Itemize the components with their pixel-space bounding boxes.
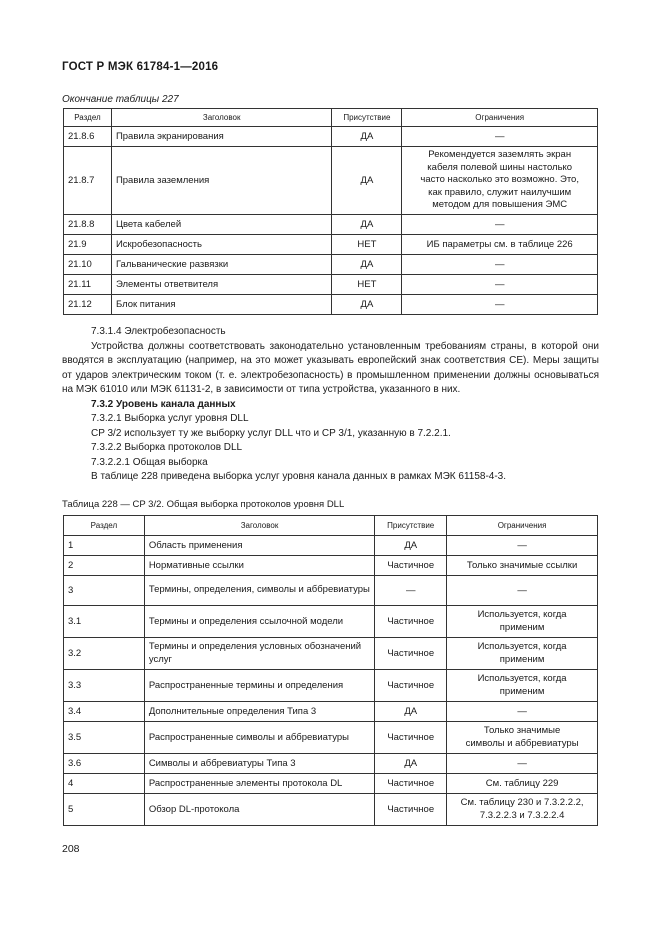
cell-section: 3.2 [64, 638, 145, 670]
cell-title: Правила экранирования [111, 127, 332, 147]
table-228 [63, 515, 598, 826]
cell-presence: Частичное [375, 638, 447, 670]
cell-limits: — [402, 127, 598, 147]
table-row [64, 536, 598, 556]
table-row [64, 215, 598, 235]
cell-title: Термины и определения условных обозначений услуг [144, 638, 374, 670]
cell-limits: — [402, 215, 598, 235]
table1-caption: Окончание таблицы 227 [62, 94, 179, 105]
table-row [64, 638, 598, 670]
cell-title: Дополнительные определения Типа 3 [144, 702, 374, 722]
cell-title: Обзор DL-протокола [144, 794, 374, 826]
cell-presence: Частичное [375, 556, 447, 576]
cell-title: Правила заземления [111, 147, 332, 215]
cell-limits: — [402, 295, 598, 315]
table-row [64, 295, 598, 315]
cell-limits: Используется, когда применим [447, 670, 598, 702]
cell-limits: Только значимые ссылки [447, 556, 598, 576]
cell-presence: Частичное [375, 670, 447, 702]
table-row [64, 255, 598, 275]
cell-section: 1 [64, 536, 145, 556]
table-row [64, 774, 598, 794]
paragraph: Устройства должны соответствовать законодательно установленным требованиям страны, в которой они вводятся в эксплуатацию (например, на это может указывать европейский знак соответствия CE). Меры защиты от ударов электрическим током (т. е. электробезопасность) в промышленном применении должны основываться на МЭК 61010 или МЭК 61131-2, в зависимости от типа устройства, указанного в них. [62, 340, 599, 395]
cell-presence: Частичное [375, 794, 447, 826]
cell-section: 3.4 [64, 702, 145, 722]
cell-section: 3.3 [64, 670, 145, 702]
cell-presence: ДА [332, 127, 402, 147]
cell-limits: — [447, 702, 598, 722]
table-row [64, 670, 598, 702]
table-row [64, 722, 598, 754]
column-header: Заголовок [111, 109, 332, 127]
table-header-row [64, 516, 598, 536]
cell-presence: ДА [375, 536, 447, 556]
cell-limits: — [447, 536, 598, 556]
section-heading: 7.3.2 Уровень канала данных [91, 398, 236, 410]
page-number: 208 [62, 843, 80, 855]
cell-section: 2 [64, 556, 145, 576]
table-row [64, 235, 598, 255]
table-227-end [63, 108, 598, 315]
cell-title: Гальванические развязки [111, 255, 332, 275]
table-row [64, 275, 598, 295]
cell-title: Элементы ответвителя [111, 275, 332, 295]
cell-title: Цвета кабелей [111, 215, 332, 235]
cell-title: Искробезопасность [111, 235, 332, 255]
cell-section: 21.12 [64, 295, 112, 315]
cell-section: 21.8.7 [64, 147, 112, 215]
cell-section: 5 [64, 794, 145, 826]
cell-limits: Используется, когда применим [447, 606, 598, 638]
cell-presence: Частичное [375, 722, 447, 754]
cell-section: 3.6 [64, 754, 145, 774]
cell-limits: Используется, когда применим [447, 638, 598, 670]
cell-presence: — [375, 576, 447, 606]
table-row [64, 147, 598, 215]
column-header: Ограничения [447, 516, 598, 536]
cell-limits: Только значимые символы и аббревиатуры [447, 722, 598, 754]
cell-presence: ДА [375, 754, 447, 774]
column-header: Раздел [64, 109, 112, 127]
cell-title: Блок питания [111, 295, 332, 315]
cell-presence: ДА [375, 702, 447, 722]
cell-presence: ДА [332, 147, 402, 215]
cell-section: 4 [64, 774, 145, 794]
cell-limits: Рекомендуется заземлять экран кабеля полевой шины настолько часто насколько это возможно. Это, как правило, служит наилучшим методом для повышения ЭМС [402, 147, 598, 215]
column-header: Присутствие [375, 516, 447, 536]
table-row [64, 754, 598, 774]
paragraph: В таблице 228 приведена выборка услуг уровня канала данных в рамках МЭК 61158-4-3. [91, 471, 507, 482]
cell-title: Термины и определения ссылочной модели [144, 606, 374, 638]
column-header: Заголовок [144, 516, 374, 536]
cell-limits: ИБ параметры см. в таблице 226 [402, 235, 598, 255]
cell-title: Символы и аббревиатуры Типа 3 [144, 754, 374, 774]
cell-limits: См. таблицу 229 [447, 774, 598, 794]
table-row [64, 794, 598, 826]
section-heading: 7.3.2.2 Выборка протоколов DLL [91, 442, 243, 453]
table-row [64, 702, 598, 722]
cell-section: 21.11 [64, 275, 112, 295]
cell-limits: — [447, 576, 598, 606]
section-heading: 7.3.2.1 Выборка услуг уровня DLL [91, 413, 249, 424]
cell-section: 3.5 [64, 722, 145, 754]
cell-section: 21.8.8 [64, 215, 112, 235]
cell-section: 21.9 [64, 235, 112, 255]
column-header: Присутствие [332, 109, 402, 127]
cell-presence: Частичное [375, 774, 447, 794]
cell-presence: Частичное [375, 606, 447, 638]
cell-limits: — [402, 275, 598, 295]
cell-presence: НЕТ [332, 235, 402, 255]
cell-title: Область применения [144, 536, 374, 556]
section-heading: 7.3.1.4 Электробезопасность [91, 326, 226, 337]
column-header: Раздел [64, 516, 145, 536]
cell-title: Нормативные ссылки [144, 556, 374, 576]
body-text [62, 325, 599, 485]
cell-section: 3.1 [64, 606, 145, 638]
cell-title: Термины, определения, символы и аббревиатуры [144, 576, 374, 606]
column-header: Ограничения [402, 109, 598, 127]
cell-limits: — [447, 754, 598, 774]
table-row [64, 127, 598, 147]
cell-presence: НЕТ [332, 275, 402, 295]
cell-presence: ДА [332, 295, 402, 315]
cell-title: Распространенные элементы протокола DL [144, 774, 374, 794]
paragraph: CP 3/2 использует ту же выборку услуг DLL что и CP 3/1, указанную в 7.2.2.1. [91, 427, 451, 439]
cell-limits: — [402, 255, 598, 275]
table-row [64, 556, 598, 576]
table2-caption: Таблица 228 — CP 3/2. Общая выборка протоколов уровня DLL [62, 499, 345, 510]
table-row [64, 576, 598, 606]
cell-presence: ДА [332, 215, 402, 235]
cell-title: Распространенные термины и определения [144, 670, 374, 702]
cell-title: Распространенные символы и аббревиатуры [144, 722, 374, 754]
section-heading: 7.3.2.2.1 Общая выборка [91, 456, 208, 468]
cell-section: 21.10 [64, 255, 112, 275]
cell-presence: ДА [332, 255, 402, 275]
cell-limits: См. таблицу 230 и 7.3.2.2.2, 7.3.2.2.3 и 7.3.2.2.4 [447, 794, 598, 826]
table-header-row [64, 109, 598, 127]
cell-section: 3 [64, 576, 145, 606]
document-header: ГОСТ Р МЭК 61784-1—2016 [62, 61, 219, 73]
cell-section: 21.8.6 [64, 127, 112, 147]
table-row [64, 606, 598, 638]
